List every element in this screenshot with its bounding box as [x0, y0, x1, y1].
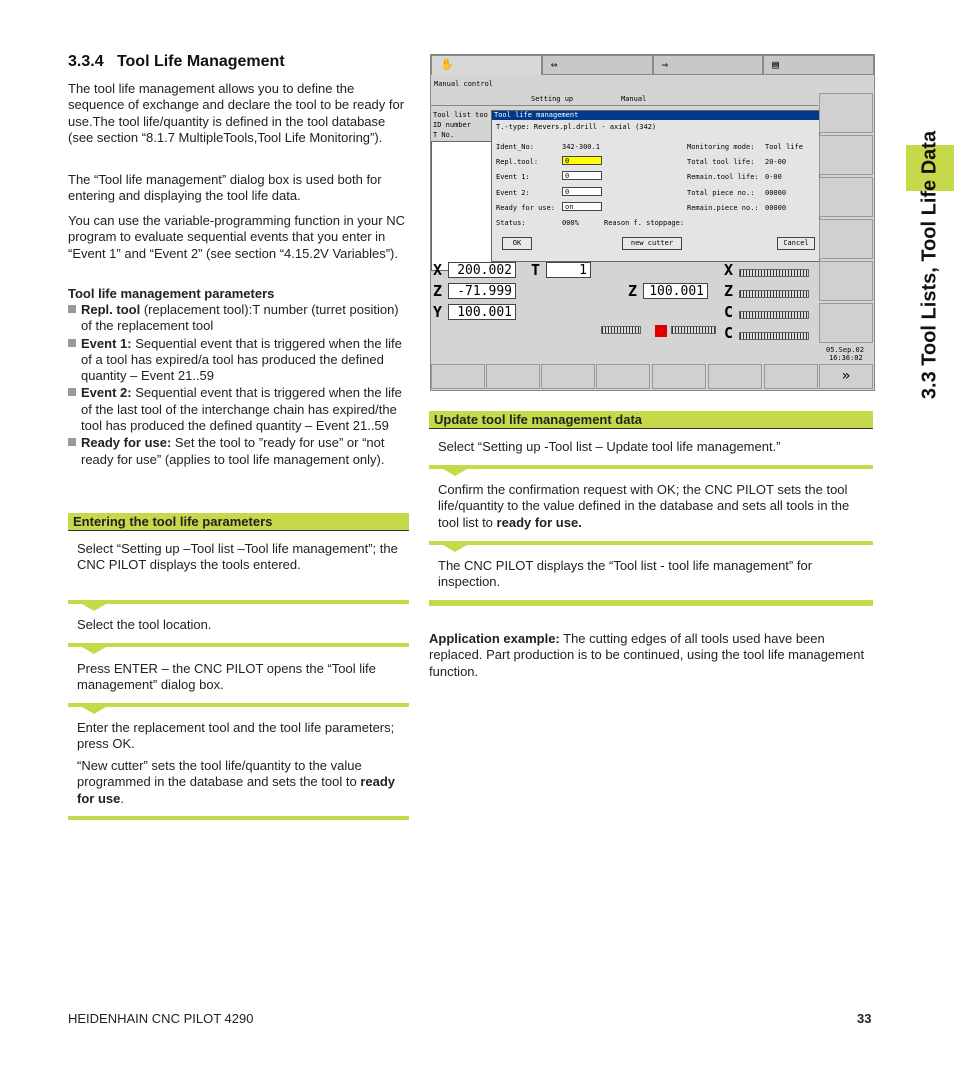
- more-softkeys-icon[interactable]: »: [819, 364, 873, 389]
- application-example: Application example: The cutting edges of all tools used have been replaced. Part production is to be continued, using the tool life management function.: [429, 631, 865, 679]
- tab-auto[interactable]: ⇒: [653, 55, 764, 75]
- load-meter: [671, 326, 716, 334]
- event1-input[interactable]: 0: [562, 171, 602, 180]
- footer-product: HEIDENHAIN CNC PILOT 4290: [68, 1011, 254, 1026]
- step-arrow-icon: [82, 604, 106, 611]
- sidebar-chapter-title: 3.3 Tool Lists, Tool Life Data: [918, 130, 941, 400]
- step-arrow-icon: [82, 707, 106, 714]
- repl-tool-input[interactable]: 0: [562, 156, 602, 165]
- remain-life-value: 0-00: [765, 173, 782, 181]
- tab-program[interactable]: ⇔: [542, 55, 653, 75]
- bottom-softkey[interactable]: [708, 364, 762, 389]
- softkey[interactable]: [819, 261, 873, 301]
- step-divider: [68, 816, 409, 820]
- step-arrow-icon: [443, 545, 467, 552]
- remain-piece-label: Remain.piece no.:: [687, 204, 759, 212]
- section-title: 3.3.4 Tool Life Management: [68, 53, 285, 70]
- axis-x-label: X: [433, 261, 443, 279]
- step-arrow-icon: [443, 469, 467, 476]
- spindle-c2-label: C: [724, 324, 734, 342]
- entering-heading: Entering the tool life parameters: [68, 513, 409, 531]
- status-label: Status:: [496, 219, 526, 227]
- step-divider: [429, 600, 873, 606]
- axis-y-label: Y: [433, 303, 443, 321]
- sidebar-chapter: [906, 50, 954, 480]
- tab-save[interactable]: ▤: [763, 55, 874, 75]
- repl-label: Repl.tool:: [496, 158, 539, 166]
- axis-x-value: 200.002: [448, 262, 516, 278]
- update-step-3: The CNC PILOT displays the “Tool list - tool life management” for inspection.: [438, 558, 813, 590]
- bottom-softkey[interactable]: [764, 364, 818, 389]
- entering-step-3: Press ENTER – the CNC PILOT opens the “Tool life management” dialog box.: [77, 661, 376, 693]
- list-title: Tool list too: [433, 111, 488, 119]
- date-display: 05.Sep.02: [826, 346, 864, 354]
- event2-label: Event 2:: [496, 189, 530, 197]
- param-item: Event 2: Sequential event that is triggered when the life of the last tool of the interchange chain has expired/the tool has produced the defined quantity – Event 21..59: [68, 385, 410, 434]
- spindle-meter: [739, 269, 809, 277]
- cancel-button[interactable]: Cancel: [777, 237, 815, 250]
- entering-step-4: Enter the replacement tool and the tool life parameters; press OK.: [77, 720, 395, 752]
- tool-type: T.-type: Revers.pl.drill - axial (342): [496, 123, 657, 131]
- entering-step-1: Select “Setting up –Tool list –Tool life management”; the CNC PILOT displays the tools entered.: [77, 541, 398, 573]
- tab-manual[interactable]: ✋: [431, 55, 542, 75]
- tool-number-value: 1: [546, 262, 591, 278]
- spindle-c-label: C: [724, 303, 734, 321]
- ident-value: 342-300.1: [562, 143, 600, 151]
- cnc-screen: [430, 54, 875, 391]
- axis-t-label: T: [531, 261, 541, 279]
- dialog-title: Tool life management: [492, 111, 819, 120]
- remain-piece-value: 00000: [765, 204, 787, 212]
- event2-input[interactable]: 0: [562, 187, 602, 196]
- spindle-meter: [739, 311, 809, 319]
- page-number: 33: [857, 1011, 872, 1026]
- stop-icon: [655, 325, 667, 337]
- intro-paragraph-1: The tool life management allows you to define the sequence of exchange and declare the tool to be ready for use.The tool life/quantity is defined in the tool database (see section “8.1.7 MultipleTools,Tool Life Monitoring”).: [68, 81, 405, 145]
- total-life-value: 20-00: [765, 158, 787, 166]
- ok-button[interactable]: OK: [502, 237, 532, 250]
- remain-life-label: Remain.tool life:: [687, 173, 759, 181]
- update-heading: Update tool life management data: [429, 411, 873, 429]
- axis-z-value: -71.999: [448, 283, 516, 299]
- bottom-softkey[interactable]: [541, 364, 595, 389]
- axis-z-label: Z: [433, 282, 443, 300]
- tool-life-dialog: [491, 110, 820, 262]
- params-list: [68, 302, 410, 468]
- entering-step-5: “New cutter” sets the tool life/quantity to the value programmed in the database and sets the tool to ready for use.: [77, 758, 396, 806]
- col-id: ID number: [433, 121, 471, 129]
- bottom-softkey[interactable]: [486, 364, 540, 389]
- update-step-2: Confirm the confirmation request with OK; the CNC PILOT sets the tool life/quantity to the value defined in the database and sets all tools in the tool list to ready for use.: [438, 482, 850, 530]
- step-divider: [429, 541, 873, 545]
- bottom-softkey[interactable]: [596, 364, 650, 389]
- total-piece-value: 00000: [765, 189, 787, 197]
- feed-meter: [601, 326, 641, 334]
- bottom-softkey[interactable]: [431, 364, 485, 389]
- softkey[interactable]: [819, 303, 873, 343]
- intro-paragraph-2: The “Tool life management” dialog box is used both for entering and displaying the tool life data.: [68, 172, 382, 204]
- param-item: Repl. tool (replacement tool):T number (turret position) of the replacement tool: [68, 302, 410, 335]
- step-divider: [429, 465, 873, 469]
- step-divider: [68, 600, 409, 604]
- softkey[interactable]: [819, 135, 873, 175]
- softkey[interactable]: [819, 93, 873, 133]
- update-step-1: Select “Setting up -Tool list – Update tool life management.”: [438, 439, 781, 454]
- monitoring-label: Monitoring mode:: [687, 143, 755, 151]
- monitoring-value: Tool life: [765, 143, 803, 151]
- step-divider: [68, 703, 409, 707]
- col-t: T No.: [433, 131, 455, 139]
- softkey[interactable]: [819, 177, 873, 217]
- step-arrow-icon: [82, 647, 106, 654]
- params-heading: Tool life management parameters: [68, 286, 275, 301]
- tool-list[interactable]: [431, 141, 495, 271]
- ident-label: Ident_No:: [496, 143, 534, 151]
- total-life-label: Total tool life:: [687, 158, 755, 166]
- axis-y-value: 100.001: [448, 304, 516, 320]
- spindle-z-label: Z: [724, 282, 734, 300]
- mode-label: Manual control: [434, 80, 494, 88]
- bottom-softkey[interactable]: [652, 364, 706, 389]
- entering-step-2: Select the tool location.: [77, 617, 212, 632]
- axis-z2-value: 100.001: [643, 283, 708, 299]
- reason-label: Reason f. stoppage:: [604, 219, 685, 227]
- total-piece-label: Total piece no.:: [687, 189, 755, 197]
- ready-label: Ready for use:: [496, 204, 556, 212]
- param-item: Ready for use: Set the tool to ”ready for use” or “not ready for use” (applies to tool life management only).: [68, 435, 410, 468]
- time-display: 16:36:02: [829, 354, 863, 362]
- menu-bar: Setting up Manual: [431, 93, 818, 106]
- spindle-meter: [739, 290, 809, 298]
- ready-select[interactable]: on: [562, 202, 602, 211]
- new-cutter-button[interactable]: new cutter: [622, 237, 682, 250]
- axis-z2-label: Z: [628, 282, 638, 300]
- intro-paragraph-3: You can use the variable-programming function in your NC program to evaluate sequential events that you enter in “Event 1” and “Event 2” (see section “4.15.2V Variables”).: [68, 213, 405, 261]
- spindle-meter: [739, 332, 809, 340]
- event1-label: Event 1:: [496, 173, 530, 181]
- step-divider: [68, 643, 409, 647]
- spindle-x-label: X: [724, 261, 734, 279]
- status-value: 000%: [562, 219, 579, 227]
- softkey[interactable]: [819, 219, 873, 259]
- param-item: Event 1: Sequential event that is triggered when the life of a tool has expired/a tool has produced the defined quantity – Event 21..59: [68, 336, 410, 385]
